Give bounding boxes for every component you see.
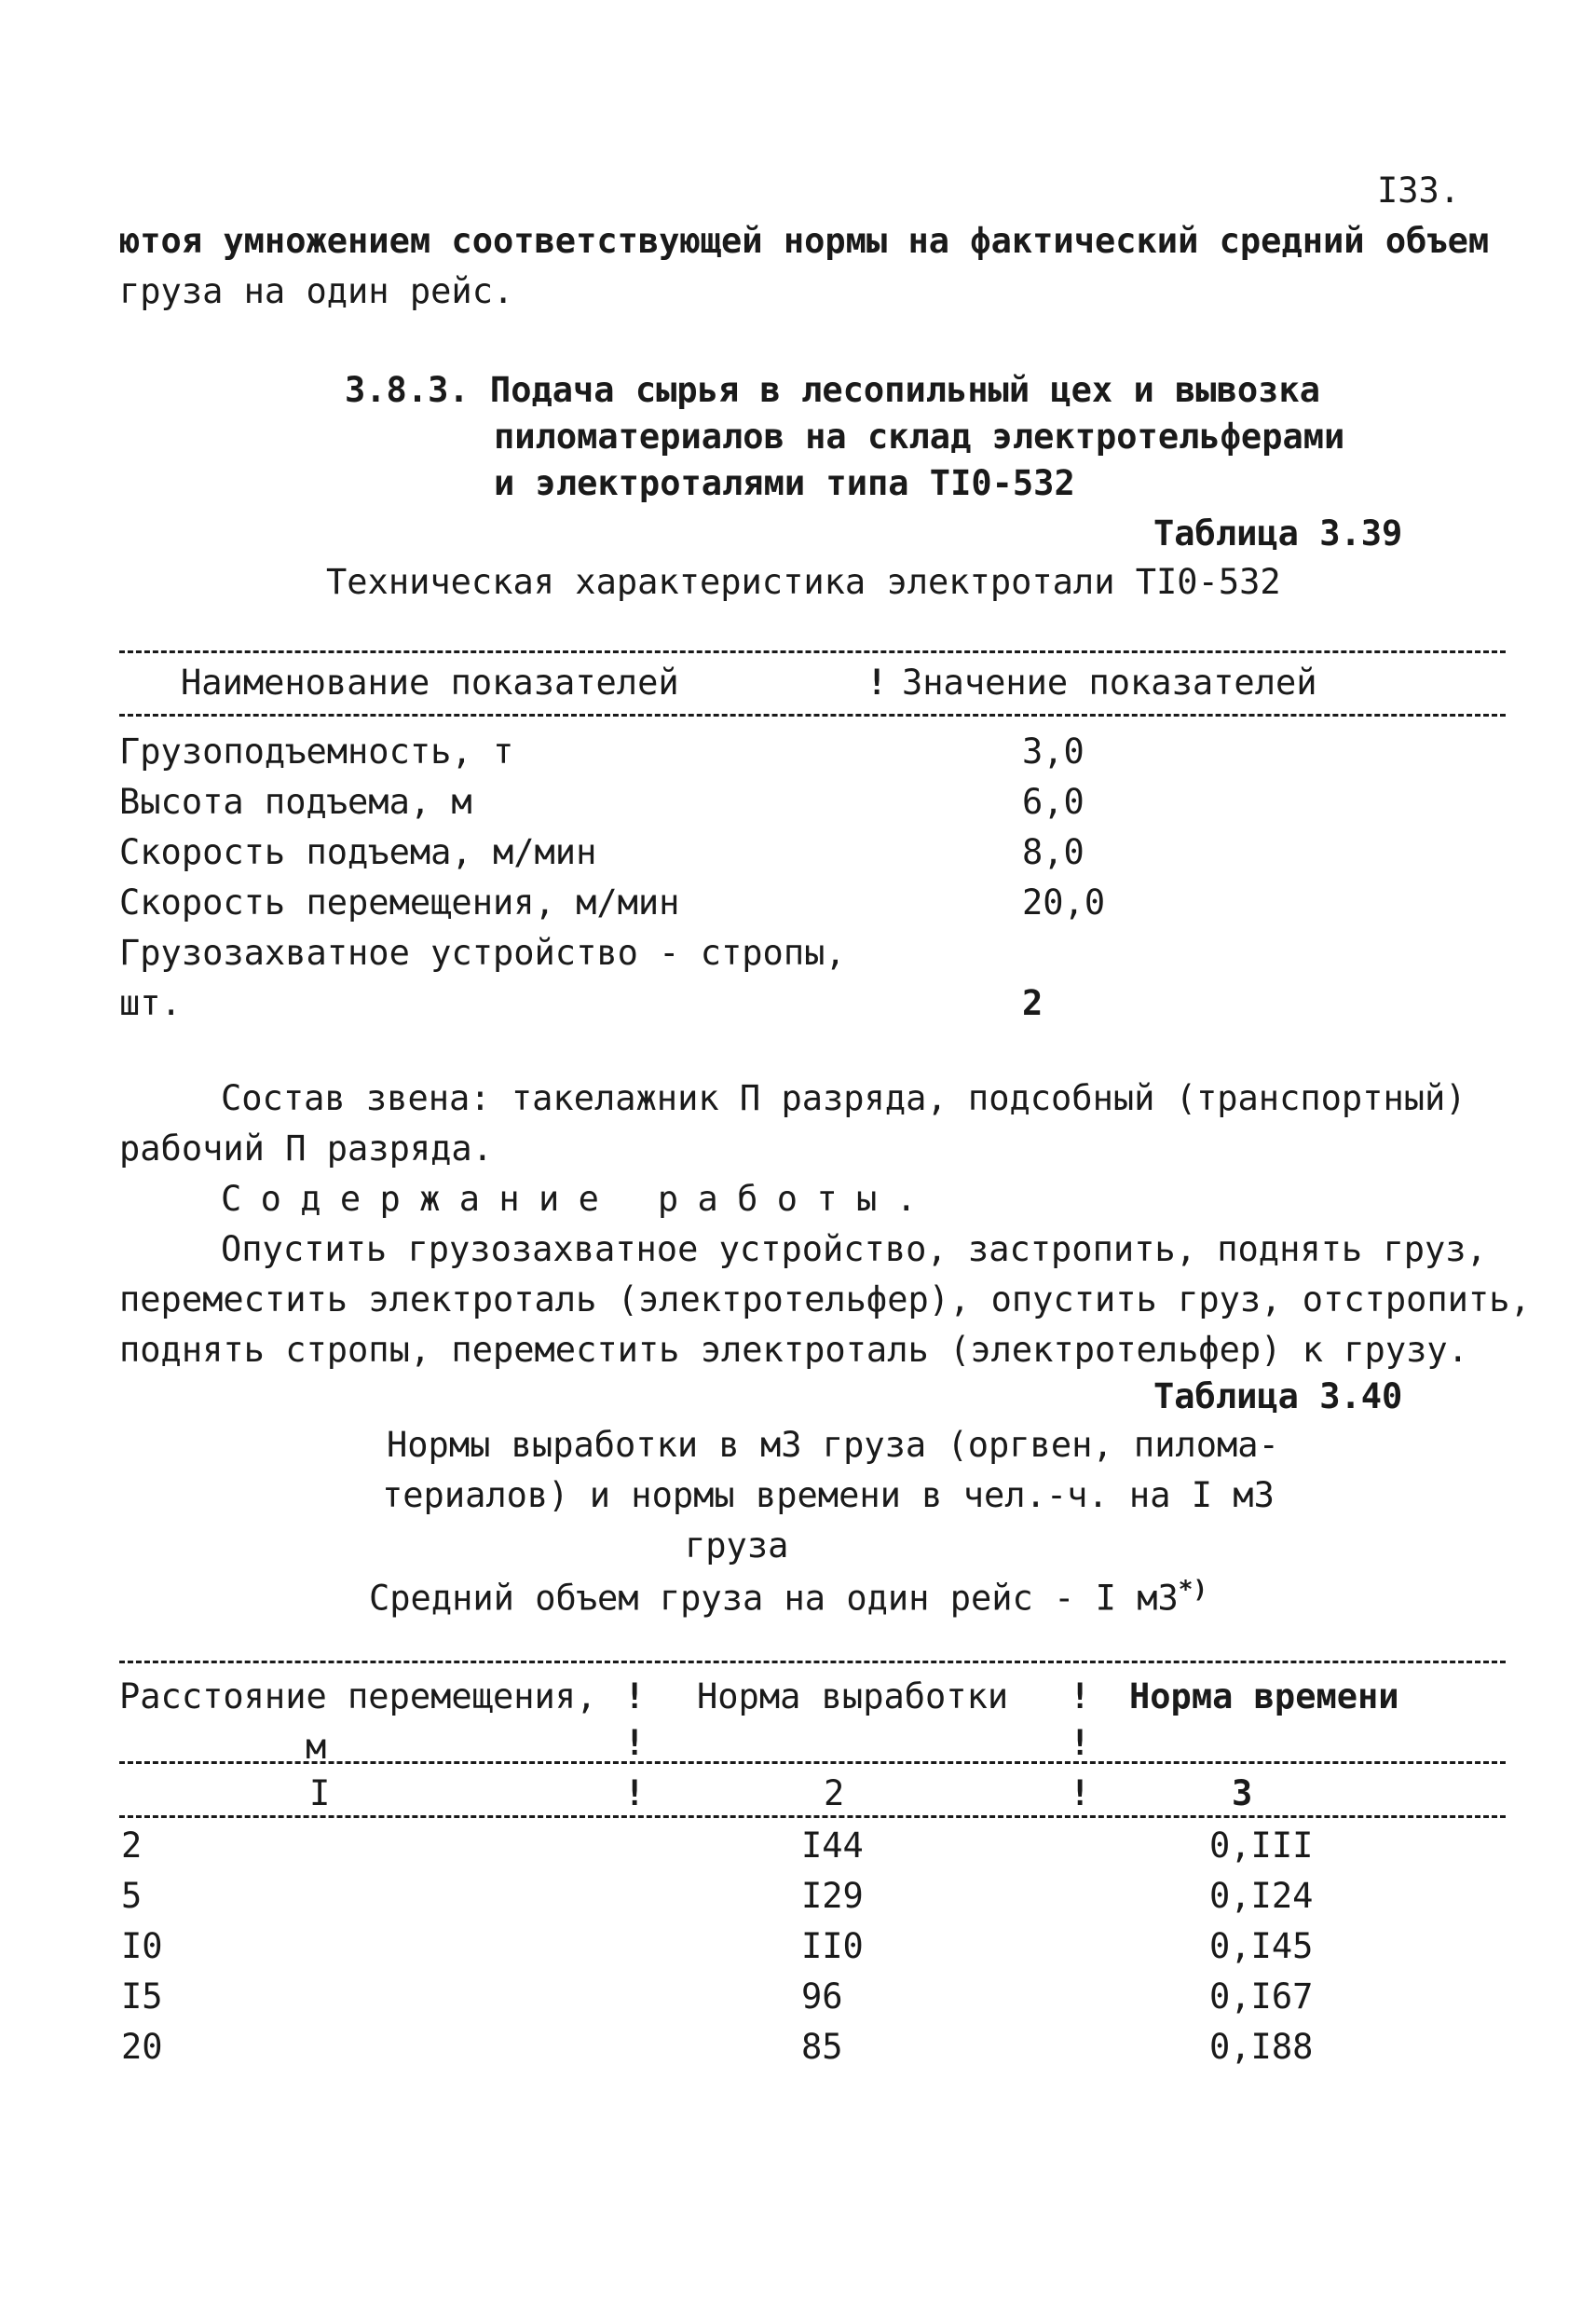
- column-separator: !: [624, 1676, 646, 1716]
- table-340-distance: 5: [121, 1876, 143, 1916]
- table-339-title: Техническая характеристика электротали ТI0-532: [326, 562, 1281, 602]
- table-340-top-rule: [119, 1661, 1506, 1663]
- table-339-row-name: Скорость перемещения, м/мин: [119, 882, 680, 923]
- section-heading-line-3: и электроталями типа ТI0-532: [494, 463, 1075, 503]
- table-340-time: 0,III: [1209, 1826, 1314, 1866]
- page-number: I33.: [1377, 171, 1461, 211]
- table-340-col1-unit: м: [306, 1727, 327, 1767]
- table-340-col-number: 3: [1232, 1773, 1253, 1813]
- work-content-line-1: Опустить грузозахватное устройство, застропить, поднять груз,: [221, 1229, 1487, 1269]
- footnote-mark: *): [1178, 1576, 1208, 1604]
- table-340-label: Таблица 3.40: [1153, 1376, 1403, 1416]
- table-340-output: 85: [801, 2027, 843, 2067]
- table-339-row-value: 2: [1022, 983, 1044, 1023]
- table-340-title-line-1: Нормы выработки в м3 груза (оргвен, пилома-: [387, 1425, 1279, 1465]
- column-separator: !: [1070, 1676, 1091, 1716]
- column-separator: !: [1070, 1773, 1091, 1813]
- table-340-time: 0,I67: [1209, 1976, 1314, 2017]
- table-339-header-value: Значение показателей: [902, 663, 1317, 703]
- table-340-col3-header: Норма времени: [1129, 1676, 1399, 1716]
- table-339-label: Таблица 3.39: [1153, 513, 1403, 554]
- table-340-col2-header: Норма выработки: [697, 1676, 1009, 1716]
- intro-line-1: ютоя умножением соответствующей нормы на фактический средний объем: [119, 221, 1490, 261]
- table-340-output: II0: [801, 1926, 864, 1966]
- table-339-row-name: шт.: [119, 983, 182, 1023]
- table-340-time: 0,I24: [1209, 1876, 1314, 1916]
- column-separator: !: [624, 1773, 646, 1813]
- table-340-col1-header: Расстояние перемещения,: [119, 1676, 597, 1716]
- table-340-title-line-2: териалов) и нормы времени в чел.-ч. на I м3: [382, 1475, 1275, 1515]
- table-340-col-number: 2: [824, 1773, 845, 1813]
- table-340-output: I29: [801, 1876, 864, 1916]
- table-340-time: 0,I45: [1209, 1926, 1314, 1966]
- column-separator: !: [1070, 1723, 1091, 1763]
- work-content-heading: Содержание работы.: [221, 1179, 936, 1219]
- table-339-header-rule: [119, 714, 1506, 717]
- table-340-distance: 2: [121, 1826, 143, 1866]
- intro-line-2: груза на один рейс.: [119, 271, 514, 311]
- table-340-subtitle-text: Средний объем груза на один рейс - I м3: [369, 1578, 1179, 1619]
- table-339-row-name: Высота подъема, м: [119, 782, 472, 822]
- table-339-row-name: Грузоподъемность, т: [119, 732, 514, 772]
- table-339-header-name: Наименование показателей: [181, 663, 679, 703]
- table-339-row-name: Грузозахватное устройство - стропы,: [119, 933, 846, 973]
- work-content-line-3: поднять стропы, переместить электроталь (электротельфер) к грузу.: [119, 1330, 1468, 1370]
- table-339-row-value: 20,0: [1022, 882, 1106, 923]
- work-content-line-2: переместить электроталь (электротельфер), опустить груз, отстропить,: [119, 1279, 1531, 1320]
- table-339-top-rule: [119, 650, 1506, 653]
- table-339-row-value: 8,0: [1022, 832, 1084, 872]
- table-339-row-value: 3,0: [1022, 732, 1084, 772]
- crew-line-2: рабочий П разряда.: [119, 1128, 493, 1169]
- table-340-distance: I5: [121, 1976, 163, 2017]
- table-340-col-number: I: [309, 1773, 331, 1813]
- table-340-header-rule: [119, 1761, 1506, 1764]
- section-heading-line-2: пиломатериалов на склад электротельферами: [494, 417, 1345, 457]
- table-340-distance: I0: [121, 1926, 163, 1966]
- table-340-time: 0,I88: [1209, 2027, 1314, 2067]
- table-340-numbers-rule: [119, 1815, 1506, 1818]
- crew-line-1: Состав звена: такелажник П разряда, подсобный (транспортный): [221, 1078, 1466, 1118]
- table-339-header-separator: !: [866, 663, 888, 703]
- table-340-title-line-3: груза: [685, 1525, 789, 1566]
- section-heading-line-1: 3.8.3. Подача сырья в лесопильный цех и вывозка: [345, 370, 1320, 410]
- table-340-output: 96: [801, 1976, 843, 2017]
- column-separator: !: [624, 1723, 646, 1763]
- table-339-row-name: Скорость подъема, м/мин: [119, 832, 597, 872]
- table-340-output: I44: [801, 1826, 864, 1866]
- table-339-row-value: 6,0: [1022, 782, 1084, 822]
- table-340-distance: 20: [121, 2027, 163, 2067]
- table-340-subtitle: [369, 1577, 1207, 1619]
